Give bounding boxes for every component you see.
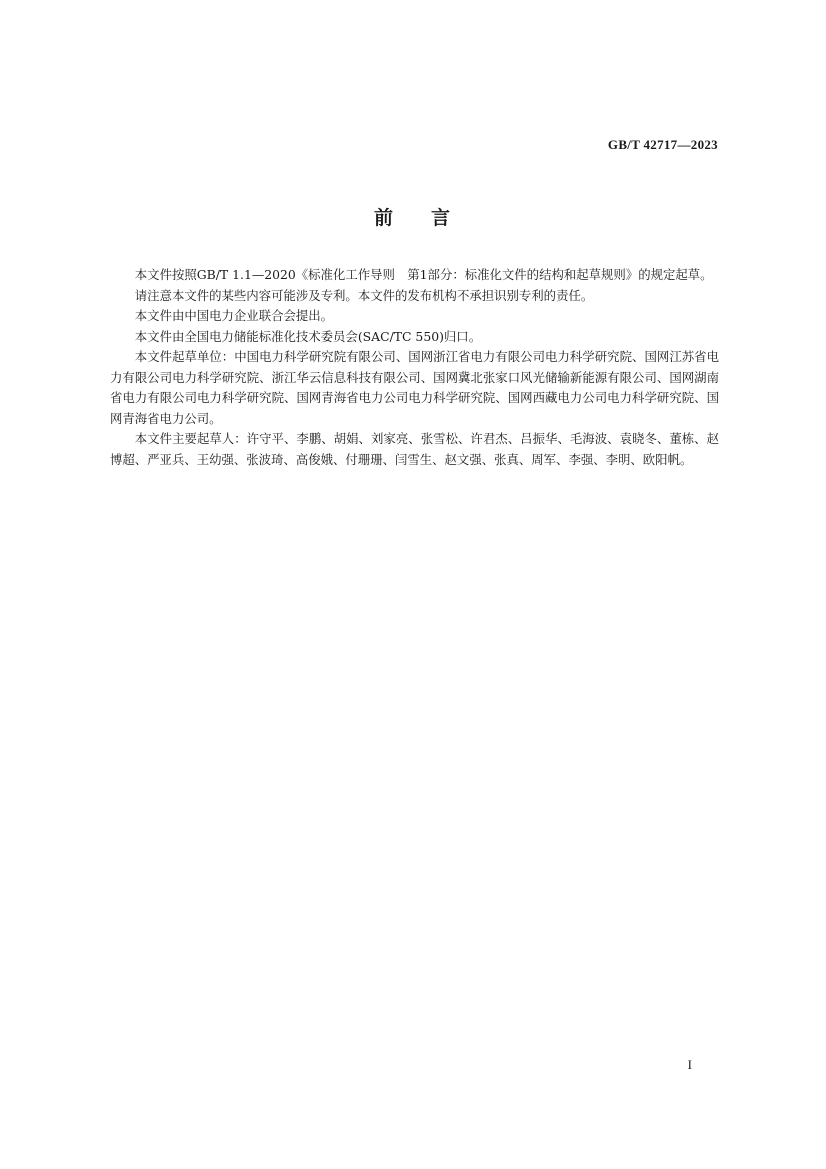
standard-code: GB/T 42717—2023 — [607, 137, 718, 152]
title-char-1: 前 — [373, 207, 395, 229]
page-title — [0, 203, 826, 230]
title-char-2: 言 — [431, 207, 453, 229]
page-number: I — [687, 1057, 692, 1072]
paragraph-proposer: 本文件由中国电力企业联合会提出。 — [134, 308, 334, 323]
paragraph-drafters: 本文件主要起草人：许守平、李鹏、胡娟、刘家亮、张雪松、许君杰、吕振华、毛海波、袁晓冬、董栋、赵博超、严亚兵、王幼强、张波琦、高俊娥、付珊珊、闫雪生、赵文强、张真、周军、李强、李明、欧阳帆。 — [110, 431, 719, 467]
paragraph-patent-notice: 请注意本文件的某些内容可能涉及专利。本文件的发布机构不承担识别专利的责任。 — [134, 287, 594, 303]
foreword-body — [110, 265, 719, 470]
paragraph-drafting-units: 本文件起草单位：中国电力科学研究院有限公司、国网浙江省电力有限公司电力科学研究院、国网江苏省电力有限公司电力科学研究院、浙江华云信息科技有限公司、国网冀北张家口风光储输新能源有限公司、国网湖南省电力有限公司电力科学研究院、国网青海省电力公司电力科学研究院、国网西藏电力公司电力科学研究院、国网青海省电力公司。 — [110, 349, 719, 426]
paragraph-committee: 本文件由全国电力储能标准化技术委员会(SAC/TC 550)归口。 — [134, 328, 482, 344]
paragraph-drafting-rules: 本文件按照GB/T 1.1—2020《标准化工作导则 第1部分：标准化文件的结构和起草规则》的规定起草。 — [134, 267, 713, 282]
